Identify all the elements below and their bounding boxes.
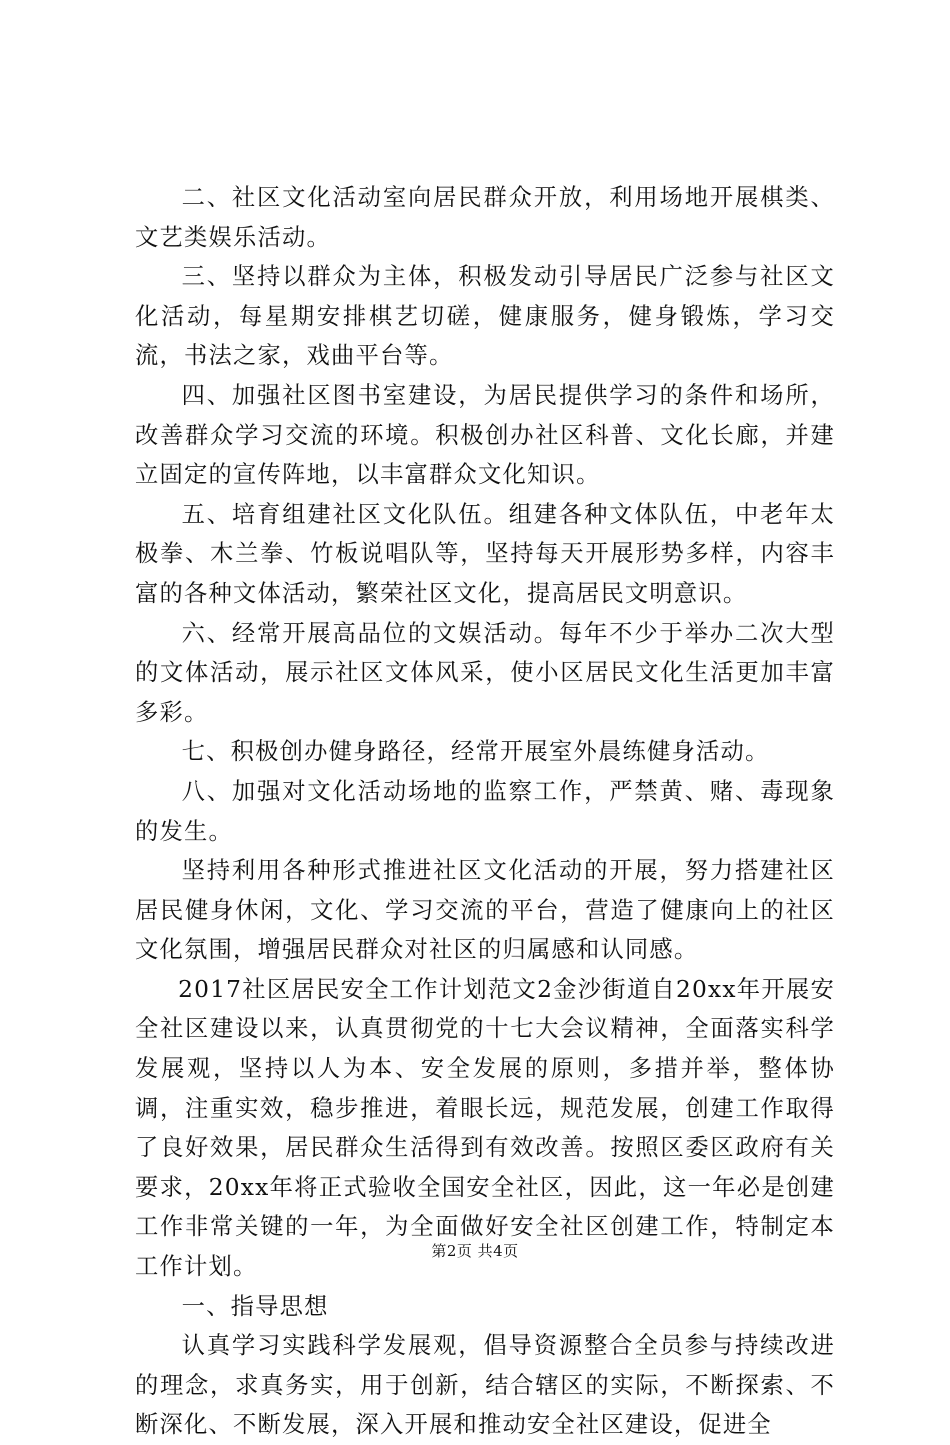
paragraph: 六、经常开展高品位的文娱活动。每年不少于举办二次大型的文体活动，展示社区文体风采，使小区居民文化生活更加丰富多彩。 bbox=[135, 619, 835, 726]
paragraph: 认真学习实践科学发展观，倡导资源整合全员参与持续改进的理念，求真务实，用于创新，结合辖区的实际，不断探索、不断深化、不断发展，深入开展和推动安全社区建设，促进全 bbox=[135, 1332, 835, 1439]
paragraph: 坚持利用各种形式推进社区文化活动的开展，努力搭建社区居民健身休闲，文化、学习交流的平台，营造了健康向上的社区文化氛围，增强居民群众对社区的归属感和认同感。 bbox=[135, 857, 835, 964]
section-heading: 一、指导思想 bbox=[181, 1292, 329, 1320]
paragraph: 三、坚持以群众为主体，积极发动引导居民广泛参与社区文化活动，每星期安排棋艺切磋，健康服务，健身锻炼，学习交流，书法之家，戏曲平台等。 bbox=[135, 263, 835, 370]
paragraph: 八、加强对文化活动场地的监察工作，严禁黄、赌、毒现象的发生。 bbox=[135, 777, 835, 845]
page-number-footer: 第2页 共4页 bbox=[431, 1242, 519, 1260]
paragraph: 2017社区居民安全工作计划范文2金沙街道自20xx年开展安全社区建设以来，认真贯彻党的十七大会议精神，全面落实科学发展观，坚持以人为本、安全发展的原则，多措并举，整体协调，注重实效，稳步推进，着眼长远，规范发展，创建工作取得了良好效果，居民群众生活得到有效改善。按照区委区政府有关要求，20xx年将正式验收全国安全社区，因此，这一年必是创建工作非常关键的一年，为全面做好安全社区创建工作，特制定本工作计划。 bbox=[135, 975, 835, 1281]
paragraph: 五、培育组建社区文化队伍。组建各种文体队伍，中老年太极拳、木兰拳、竹板说唱队等，坚持每天开展形势多样，内容丰富的各种文体活动，繁荣社区文化，提高居民文明意识。 bbox=[135, 500, 835, 607]
paragraph: 七、积极创办健身路径，经常开展室外晨练健身活动。 bbox=[181, 738, 770, 766]
paragraph: 四、加强社区图书室建设，为居民提供学习的条件和场所，改善群众学习交流的环境。积极创办社区科普、文化长廊，并建立固定的宣传阵地，以丰富群众文化知识。 bbox=[135, 381, 835, 489]
paragraph: 二、社区文化活动室向居民群众开放，利用场地开展棋类、文艺类娱乐活动。 bbox=[135, 184, 835, 251]
